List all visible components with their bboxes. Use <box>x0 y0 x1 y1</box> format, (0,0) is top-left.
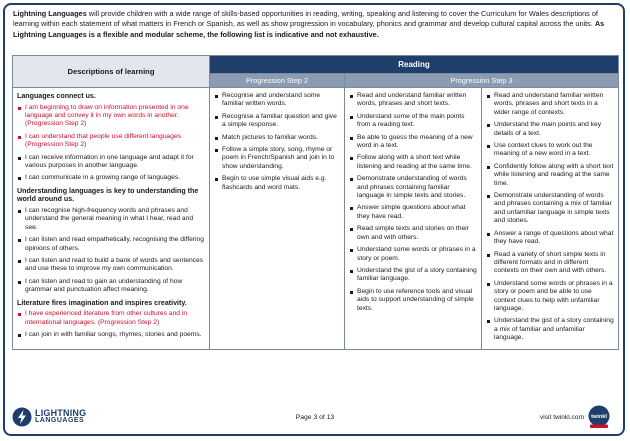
section-heading: Understanding languages is key to understanding the world around us. <box>17 186 199 204</box>
list-item: Confidently follow along with a short text while listening and reading at the same time. <box>486 163 614 188</box>
intro-paragraph <box>13 9 617 40</box>
list-item: I can listen and read to build a bank of words and sentences and use these to improve my own communication. <box>17 257 205 274</box>
step3-header: Progression Step 3 <box>345 74 619 88</box>
reading-header: Reading <box>210 56 619 74</box>
list-item: Read and understand familiar written words, phrases and short texts. <box>349 92 477 109</box>
step3-cell-a <box>345 88 482 350</box>
step2-header: Progression Step 2 <box>210 74 345 88</box>
list-item: Understand some words or phrases in a story or poem and be able to use context clues to help with unfamiliar language. <box>486 280 614 314</box>
lightning-bolt-icon <box>12 407 32 427</box>
intro-bold-text: As Lightning Languages is a flexible and modular scheme, the following list is indicative and not exhaustive. <box>13 19 605 39</box>
list-item: Demonstrate understanding of words and phrases containing a mix of familiar and unfamiliar language in simple texts and stories. <box>486 192 614 226</box>
list-item: I can listen and read empathetically, recognising the differing opinions of others. <box>17 236 205 253</box>
twinkl-link[interactable]: visit twinkl.com <box>540 414 584 421</box>
descriptions-header: Descriptions of learning <box>13 56 210 88</box>
list-item: I can join in with familiar songs, rhymes, stories and poems. <box>17 331 205 339</box>
twinkl-logo-icon <box>586 405 612 429</box>
list-item: Follow a simple story, song, rhyme or poem in French/Spanish and join in to show understanding. <box>214 146 340 171</box>
list-item: Match pictures to familiar words. <box>214 134 340 142</box>
list-item: Use context clues to work out the meaning of a new word in a text. <box>486 142 614 159</box>
list-item: I can recognise high-frequency words and phrases and understand the general meaning in what I hear, read and see. <box>17 207 205 232</box>
list-item: Understand some of the main points from a reading text. <box>349 113 477 130</box>
lightning-languages-logo <box>12 407 86 427</box>
list-item: Be able to guess the meaning of a new word in a text. <box>349 134 477 151</box>
list-item: Answer a range of questions about what they have read. <box>486 230 614 247</box>
curriculum-table <box>12 55 619 350</box>
section-heading: Languages connect us. <box>17 92 96 100</box>
list-item: I can listen and read to gain an understanding of how grammar and punctuation affect meaning. <box>17 278 205 295</box>
twinkl-logo-text: twinkl <box>591 414 607 421</box>
list-item: Recognise a familiar question and give a simple response. <box>214 113 340 130</box>
list-item: Read and understand familiar written words, phrases and short texts in a wider range of contexts. <box>486 92 614 117</box>
logo-line1: LIGHTNING <box>35 408 87 418</box>
intro-text: will provide children with a wide range of skills-based opportunities in reading, writing, speaking and listening to cover the Curriculum for Wales descriptions of learning within each statement of what matters in French or Spanish, as well as show progression in vocabulary, phonics and grammar and develop cultural capital across the units. <box>13 9 598 29</box>
list-item: Understand the gist of a story containing familiar language. <box>349 267 477 284</box>
list-item: I can understand that people use different languages (Progression Step 2) <box>17 133 205 150</box>
list-item: Begin to use reference tools and visual aids to support understanding of simple texts. <box>349 288 477 313</box>
list-item: Follow along with a short text while listening and reading at the same time. <box>349 154 477 171</box>
list-item: Understand the gist of a story containing a mix of familiar and unfamiliar language. <box>486 317 614 342</box>
step3-cell-b <box>482 88 619 350</box>
list-item: Demonstrate understanding of words and phrases containing familiar language in simple texts and stories. <box>349 175 477 200</box>
descriptions-cell <box>13 88 210 350</box>
list-item: I can communicate in a growing range of languages. <box>17 174 205 182</box>
list-item: Answer simple questions about what they have read. <box>349 204 477 221</box>
list-item: I have experienced literature from other cultures and in international languages. (Progression Step 2) <box>17 310 205 327</box>
list-item: I am beginning to draw on information presented in one language and convey it in my own words in another. (Progression Step 2) <box>17 104 205 129</box>
list-item: Read a variety of short simple texts in different formats and in different contexts on their own and with others. <box>486 251 614 276</box>
step2-cell <box>210 88 345 350</box>
page-footer <box>12 405 618 431</box>
list-item: Understand the main points and key details of a text. <box>486 121 614 138</box>
intro-brand: Lightning Languages <box>13 9 87 18</box>
list-item: Read simple texts and stories on their own and with others. <box>349 225 477 242</box>
section-heading: Literature fires imagination and inspires creativity. <box>17 298 187 307</box>
list-item: Recognise and understand some familiar written words. <box>214 92 340 109</box>
logo-line2: LANGUAGES <box>35 417 85 424</box>
page-number: Page 3 of 13 <box>295 414 335 421</box>
list-item: Understand some words or phrases in a story or poem. <box>349 246 477 263</box>
list-item: I can receive information in one language and adapt it for various purposes in another language. <box>17 154 205 171</box>
list-item: Begin to use simple visual aids e.g. flashcards and word mats. <box>214 175 340 192</box>
